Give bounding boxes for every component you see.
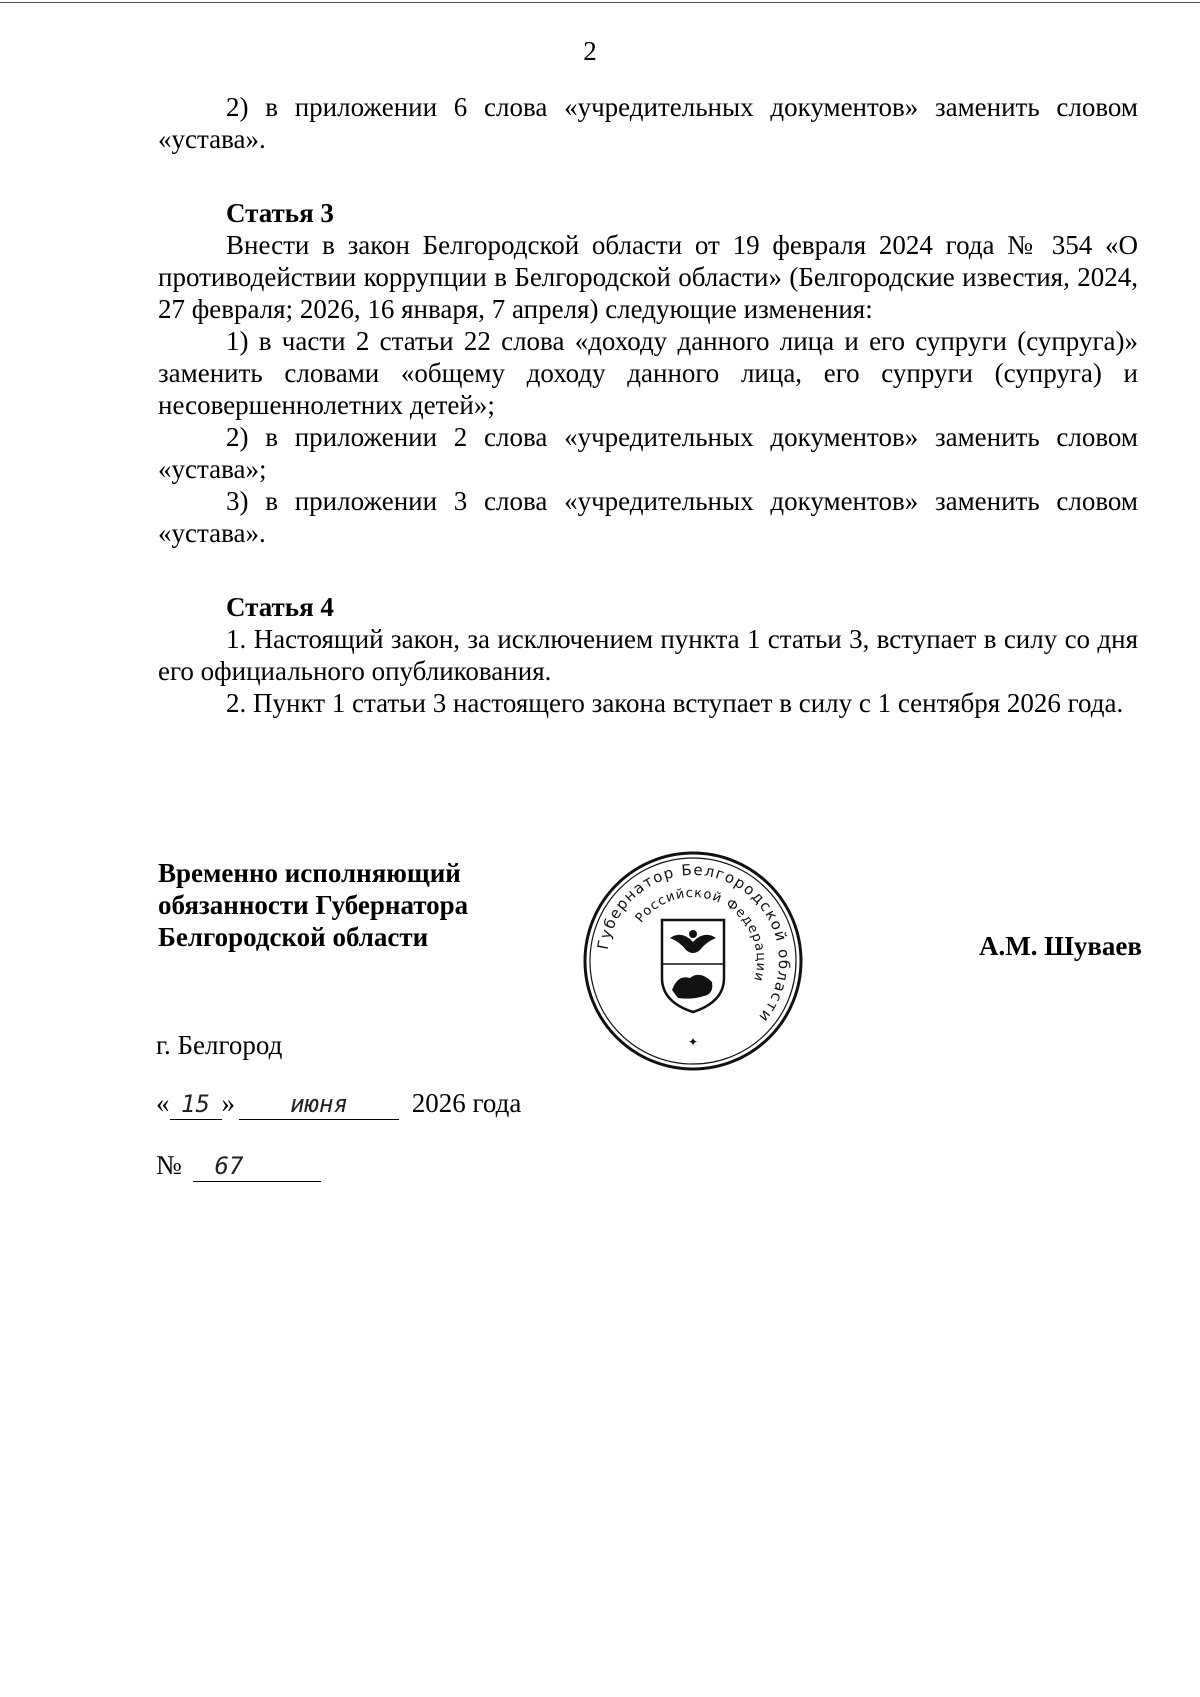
seal-ring-text: Губернатор Белгородской области	[593, 860, 794, 1027]
article-3	[158, 197, 1138, 549]
signature-title-line-2: обязанности Губернатора	[158, 890, 469, 920]
article-4-item-2: 2. Пункт 1 статьи 3 настоящего закона вступает в силу с 1 сентября 2026 года.	[226, 688, 1124, 718]
signature-title-line-3: Белгородской области	[158, 922, 429, 952]
article-3-item-1: 1) в части 2 статьи 22 слова «доходу данного лица и его супруги (супруга)» заменить словами «общему доходу данного лица, его супруги (супруга) и несовершеннолетних детей»;	[158, 326, 1138, 420]
page-number: 2	[583, 36, 597, 66]
article-3-heading: Статья 3	[226, 198, 334, 228]
signer-name: А.М. Шуваев	[978, 931, 1142, 961]
date-year: 2026 года	[411, 1088, 522, 1118]
law-number-slot	[193, 1150, 321, 1182]
date-month-slot	[239, 1088, 399, 1120]
date-day: 15	[181, 1090, 210, 1118]
top-paragraph-block	[158, 91, 1138, 155]
article-4-item-1: 1. Настоящий закон, за исключением пункта 1 статьи 3, вступает в силу со дня его официального опубликования.	[158, 624, 1138, 686]
article-3-intro: Внести в закон Белгородской области от 19 февраля 2024 года № 354 «О противодействии коррупции в Белгородской области» (Белгородские известия, 2024, 27 февраля; 2026, 16 января, 7 апреля) следующие изменения:	[158, 230, 1138, 324]
seal-star-icon: ✦	[687, 1035, 699, 1049]
page-top-border	[0, 2, 1200, 3]
city-line: г. Белгород	[156, 1030, 283, 1060]
law-number-line	[156, 1150, 321, 1182]
quote-open: «	[156, 1088, 170, 1118]
date-day-slot	[170, 1088, 222, 1120]
coat-of-arms-icon	[662, 920, 724, 1012]
number-sign: №	[156, 1150, 182, 1180]
date-line	[156, 1088, 521, 1120]
article-4	[158, 591, 1138, 719]
law-number: 67	[214, 1152, 244, 1180]
seal-inner-text: Российской Федерации	[632, 885, 769, 984]
paragraph-appendix-6: 2) в приложении 6 слова «учредительных документов» заменить словом «устава».	[158, 92, 1138, 154]
article-3-item-3: 3) в приложении 3 слова «учредительных документов» заменить словом «устава».	[158, 486, 1138, 548]
date-month: июня	[290, 1090, 348, 1118]
signature-title-line-1: Временно исполняющий	[158, 858, 461, 888]
quote-close: »	[221, 1088, 235, 1118]
article-4-heading: Статья 4	[226, 592, 334, 622]
signature-title	[158, 857, 468, 953]
article-3-item-2: 2) в приложении 2 слова «учредительных документов» заменить словом «устава»;	[158, 422, 1138, 484]
official-seal	[582, 850, 804, 1072]
